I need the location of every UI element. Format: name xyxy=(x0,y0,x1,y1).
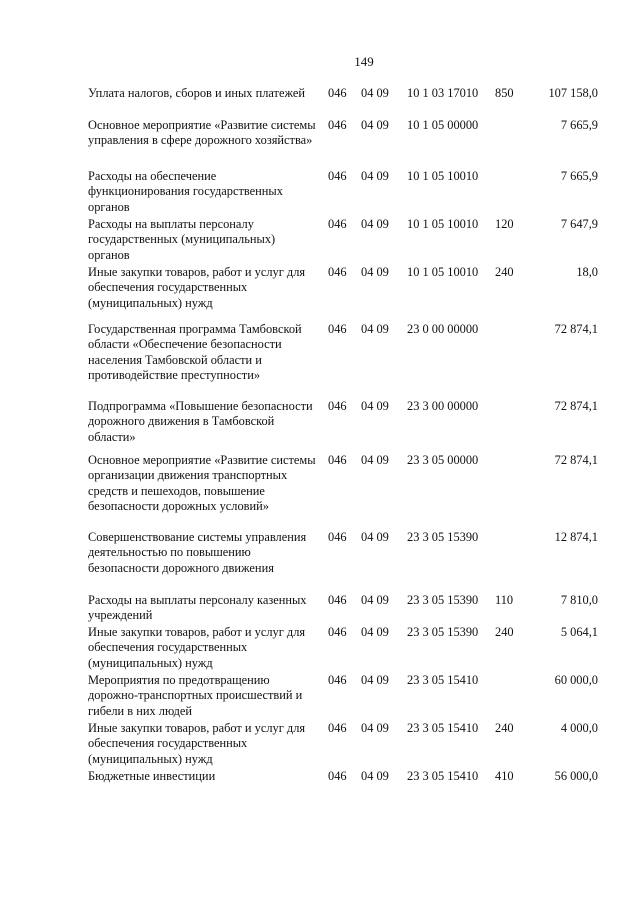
ministry-code: 046 xyxy=(328,217,347,231)
section-code: 04 09 xyxy=(361,453,389,467)
amount: 72 874,1 xyxy=(554,322,598,336)
row-name: Уплата налогов, сборов и иных платежей xyxy=(88,86,306,100)
row-name: Расходы на выплаты персоналу казенных учреждений xyxy=(88,593,307,623)
ministry-code: 046 xyxy=(328,530,347,544)
row-name: Расходы на обеспечение функционирования государственных органов xyxy=(88,169,283,214)
row-name: Бюджетные инвестиции xyxy=(88,769,216,783)
section-code: 04 09 xyxy=(361,530,389,544)
program-code: 23 0 00 00000 xyxy=(407,322,479,336)
program-code: 10 1 05 00000 xyxy=(407,118,479,132)
expense-type-code: 410 xyxy=(495,769,514,783)
amount: 56 000,0 xyxy=(554,769,598,783)
program-code: 23 3 05 15390 xyxy=(407,625,479,639)
table-row xyxy=(0,265,640,322)
expense-type-code: 240 xyxy=(495,265,514,279)
ministry-code: 046 xyxy=(328,265,347,279)
ministry-code: 046 xyxy=(328,399,347,413)
expense-type-code: 120 xyxy=(495,217,514,231)
row-name: Расходы на выплаты персоналу государственных (муниципальных) органов xyxy=(88,217,276,262)
ministry-code: 046 xyxy=(328,118,347,132)
amount: 7 665,9 xyxy=(560,118,598,132)
table-row xyxy=(0,530,640,593)
row-name: Основное мероприятие «Развитие системы управления в сфере дорожного хозяйства» xyxy=(88,118,316,148)
program-code: 23 3 05 15390 xyxy=(407,593,479,607)
ministry-code: 046 xyxy=(328,322,347,336)
ministry-code: 046 xyxy=(328,673,347,687)
section-code: 04 09 xyxy=(361,265,389,279)
program-code: 23 3 05 15410 xyxy=(407,721,479,735)
section-code: 04 09 xyxy=(361,169,389,183)
program-code: 10 1 03 17010 xyxy=(407,86,479,100)
section-code: 04 09 xyxy=(361,399,389,413)
table-row xyxy=(0,118,640,169)
program-code: 23 3 05 00000 xyxy=(407,453,479,467)
amount: 7 647,9 xyxy=(560,217,598,231)
program-code: 23 3 05 15410 xyxy=(407,673,479,687)
ministry-code: 046 xyxy=(328,169,347,183)
section-code: 04 09 xyxy=(361,721,389,735)
ministry-code: 046 xyxy=(328,86,347,100)
budget-table xyxy=(0,86,640,789)
ministry-code: 046 xyxy=(328,769,347,783)
expense-type-code: 240 xyxy=(495,721,514,735)
row-name: Иные закупки товаров, работ и услуг для обеспечения государственных (муниципальных) нужд xyxy=(88,265,306,310)
section-code: 04 09 xyxy=(361,118,389,132)
amount: 18,0 xyxy=(576,265,598,279)
row-name: Совершенствование системы управления деятельностью по повышению безопасности дорожного движения xyxy=(88,530,307,575)
program-code: 23 3 00 00000 xyxy=(407,399,479,413)
amount: 72 874,1 xyxy=(554,399,598,413)
amount: 12 874,1 xyxy=(554,530,598,544)
ministry-code: 046 xyxy=(328,625,347,639)
ministry-code: 046 xyxy=(328,593,347,607)
program-code: 10 1 05 10010 xyxy=(407,217,479,231)
table-row xyxy=(0,593,640,625)
row-name: Подпрограмма «Повышение безопасности дорожного движения в Тамбовской области» xyxy=(88,399,313,444)
section-code: 04 09 xyxy=(361,769,389,783)
section-code: 04 09 xyxy=(361,673,389,687)
amount: 7 810,0 xyxy=(560,593,598,607)
row-name: Иные закупки товаров, работ и услуг для обеспечения государственных (муниципальных) нужд xyxy=(88,625,306,670)
ministry-code: 046 xyxy=(328,453,347,467)
expense-type-code: 240 xyxy=(495,625,514,639)
table-row xyxy=(0,399,640,453)
table-row xyxy=(0,322,640,399)
amount: 107 158,0 xyxy=(548,86,598,100)
row-name: Государственная программа Тамбовской области «Обеспечение безопасности населения Тамбовской области и противодействие преступности» xyxy=(88,322,302,382)
table-row xyxy=(0,86,640,118)
amount: 7 665,9 xyxy=(560,169,598,183)
section-code: 04 09 xyxy=(361,322,389,336)
amount: 60 000,0 xyxy=(554,673,598,687)
table-row xyxy=(0,673,640,721)
row-name: Мероприятия по предотвращению дорожно-транспортных происшествий и гибели в них людей xyxy=(88,673,303,718)
section-code: 04 09 xyxy=(361,86,389,100)
expense-type-code: 110 xyxy=(495,593,514,607)
row-name: Иные закупки товаров, работ и услуг для обеспечения государственных (муниципальных) нужд xyxy=(88,721,306,766)
program-code: 23 3 05 15410 xyxy=(407,769,479,783)
row-name: Основное мероприятие «Развитие системы организации движения транспортных средств и пешеходов, повышение безопасности дорожных условий» xyxy=(88,453,316,513)
page-number: 149 xyxy=(354,54,374,69)
program-code: 23 3 05 15390 xyxy=(407,530,479,544)
amount: 5 064,1 xyxy=(560,625,598,639)
expense-type-code: 850 xyxy=(495,86,514,100)
program-code: 10 1 05 10010 xyxy=(407,265,479,279)
amount: 72 874,1 xyxy=(554,453,598,467)
table-row xyxy=(0,769,640,789)
table-row xyxy=(0,217,640,265)
table-row xyxy=(0,625,640,673)
amount: 4 000,0 xyxy=(560,721,598,735)
ministry-code: 046 xyxy=(328,721,347,735)
program-code: 10 1 05 10010 xyxy=(407,169,479,183)
table-row xyxy=(0,721,640,769)
table-row xyxy=(0,169,640,217)
section-code: 04 09 xyxy=(361,625,389,639)
section-code: 04 09 xyxy=(361,217,389,231)
section-code: 04 09 xyxy=(361,593,389,607)
table-row xyxy=(0,453,640,530)
